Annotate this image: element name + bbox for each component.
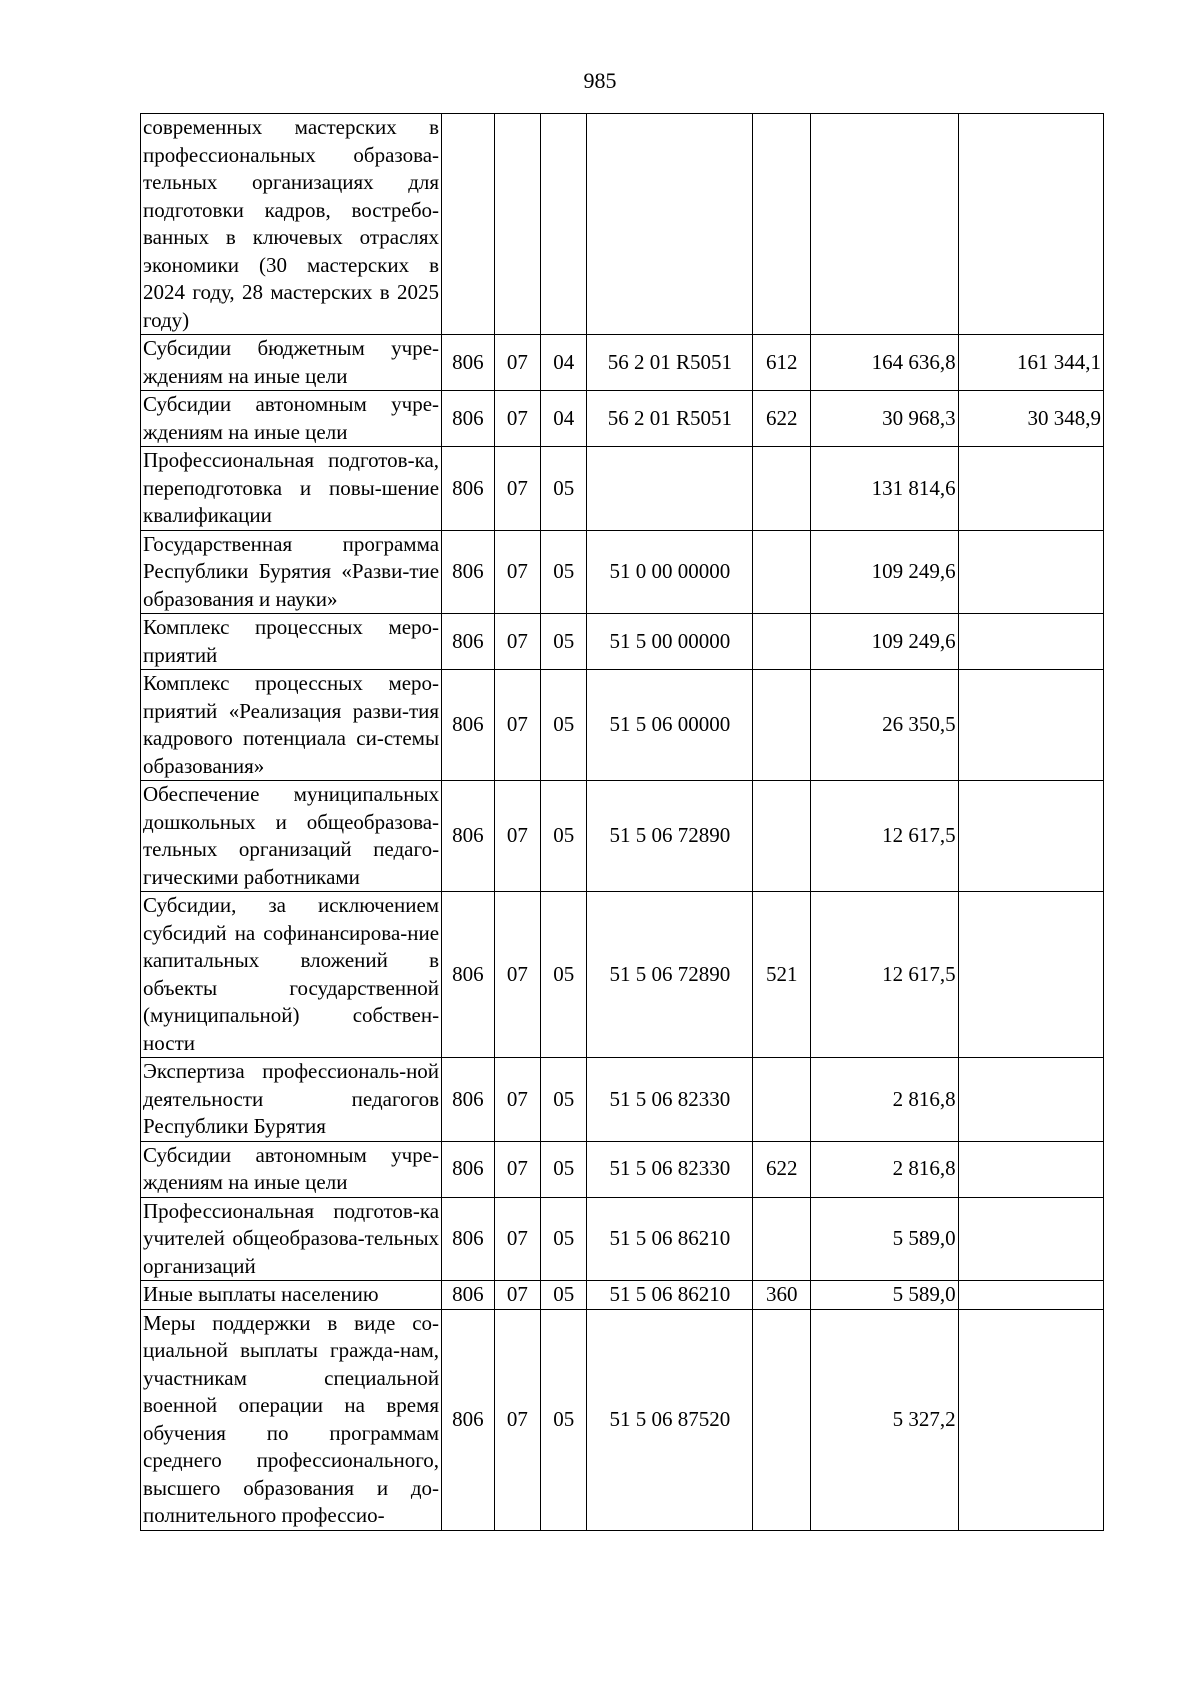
amount-year1-cell: 131 814,6 (811, 447, 958, 531)
subsection-code-cell: 05 (541, 670, 587, 781)
target-article-cell: 51 5 06 72890 (587, 892, 753, 1058)
expense-type-cell: 612 (753, 335, 811, 391)
section-code-cell: 07 (494, 781, 540, 892)
amount-year1-cell: 5 589,0 (811, 1281, 958, 1310)
ministry-code-cell: 806 (442, 614, 495, 670)
expense-type-cell: 622 (753, 1141, 811, 1197)
ministry-code-cell: 806 (442, 391, 495, 447)
item-name-cell: Обеспечение муниципальных дошкольных и общеобразова-тельных организаций педаго-гическими работниками (141, 781, 442, 892)
amount-year2-cell (958, 1197, 1103, 1281)
table-row (141, 1281, 1104, 1310)
amount-year1-cell: 30 968,3 (811, 391, 958, 447)
ministry-code-cell: 806 (442, 1309, 495, 1530)
amount-year1-cell: 12 617,5 (811, 781, 958, 892)
table-row (141, 892, 1104, 1058)
section-code-cell: 07 (494, 391, 540, 447)
table-row (141, 530, 1104, 614)
amount-year1-cell: 5 327,2 (811, 1309, 958, 1530)
item-name-cell: Экспертиза профессиональ-ной деятельности педагогов Республики Бурятия (141, 1058, 442, 1142)
amount-year2-cell (958, 1058, 1103, 1142)
table-row (141, 670, 1104, 781)
table-row (141, 781, 1104, 892)
expense-type-cell (753, 614, 811, 670)
ministry-code-cell: 806 (442, 1281, 495, 1310)
item-name-cell: Субсидии автономным учре-ждениям на иные цели (141, 391, 442, 447)
amount-year1-cell: 2 816,8 (811, 1058, 958, 1142)
expense-type-cell (753, 670, 811, 781)
amount-year1-cell: 12 617,5 (811, 892, 958, 1058)
amount-year2-cell (958, 114, 1103, 335)
amount-year1-cell: 5 589,0 (811, 1197, 958, 1281)
item-name-cell: Субсидии бюджетным учре-ждениям на иные цели (141, 335, 442, 391)
expense-type-cell (753, 1197, 811, 1281)
ministry-code-cell: 806 (442, 670, 495, 781)
table-row (141, 1058, 1104, 1142)
subsection-code-cell: 05 (541, 447, 587, 531)
table-row (141, 1309, 1104, 1530)
target-article-cell: 56 2 01 R5051 (587, 335, 753, 391)
section-code-cell: 07 (494, 1309, 540, 1530)
amount-year2-cell (958, 892, 1103, 1058)
target-article-cell (587, 447, 753, 531)
target-article-cell: 51 5 06 86210 (587, 1197, 753, 1281)
section-code-cell: 07 (494, 335, 540, 391)
section-code-cell (494, 114, 540, 335)
item-name-cell: Субсидии, за исключением субсидий на софинансирова-ние капитальных вложений в объекты государственной (муниципальной) собствен-ности (141, 892, 442, 1058)
section-code-cell: 07 (494, 447, 540, 531)
target-article-cell: 51 0 00 00000 (587, 530, 753, 614)
item-name-cell: Комплекс процессных меро-приятий «Реализация разви-тия кадрового потенциала си-стемы образования» (141, 670, 442, 781)
subsection-code-cell: 05 (541, 1309, 587, 1530)
amount-year2-cell (958, 530, 1103, 614)
subsection-code-cell (541, 114, 587, 335)
item-name-cell: Субсидии автономным учре-ждениям на иные цели (141, 1141, 442, 1197)
ministry-code-cell: 806 (442, 530, 495, 614)
ministry-code-cell: 806 (442, 335, 495, 391)
item-name-cell: Меры поддержки в виде со-циальной выплаты гражда-нам, участникам специальной военной операции на время обучения по программам среднего профессионального, высшего образования и до-полнительного профессио- (141, 1309, 442, 1530)
subsection-code-cell: 05 (541, 1141, 587, 1197)
ministry-code-cell: 806 (442, 781, 495, 892)
table-row (141, 1141, 1104, 1197)
subsection-code-cell: 05 (541, 614, 587, 670)
ministry-code-cell: 806 (442, 1058, 495, 1142)
amount-year1-cell: 26 350,5 (811, 670, 958, 781)
target-article-cell: 51 5 06 82330 (587, 1058, 753, 1142)
expense-type-cell (753, 781, 811, 892)
table-row (141, 614, 1104, 670)
subsection-code-cell: 05 (541, 892, 587, 1058)
ministry-code-cell: 806 (442, 1197, 495, 1281)
page-number: 985 (583, 68, 617, 93)
expense-type-cell (753, 1058, 811, 1142)
target-article-cell: 51 5 06 86210 (587, 1281, 753, 1310)
item-name-cell: Профессиональная подготов-ка, переподготовка и повы-шение квалификации (141, 447, 442, 531)
subsection-code-cell: 05 (541, 1197, 587, 1281)
ministry-code-cell: 806 (442, 892, 495, 1058)
subsection-code-cell: 04 (541, 335, 587, 391)
section-code-cell: 07 (494, 530, 540, 614)
subsection-code-cell: 04 (541, 391, 587, 447)
item-name-cell: Профессиональная подготов-ка учителей общеобразова-тельных организаций (141, 1197, 442, 1281)
target-article-cell: 51 5 06 87520 (587, 1309, 753, 1530)
section-code-cell: 07 (494, 892, 540, 1058)
table-row (141, 447, 1104, 531)
target-article-cell: 51 5 06 82330 (587, 1141, 753, 1197)
target-article-cell: 51 5 06 72890 (587, 781, 753, 892)
amount-year2-cell (958, 1141, 1103, 1197)
amount-year2-cell (958, 614, 1103, 670)
target-article-cell (587, 114, 753, 335)
amount-year2-cell (958, 1309, 1103, 1530)
table-row (141, 391, 1104, 447)
expense-type-cell (753, 530, 811, 614)
amount-year2-cell (958, 781, 1103, 892)
amount-year1-cell: 109 249,6 (811, 530, 958, 614)
expense-type-cell (753, 1309, 811, 1530)
expense-type-cell: 521 (753, 892, 811, 1058)
amount-year1-cell: 109 249,6 (811, 614, 958, 670)
expense-type-cell (753, 114, 811, 335)
amount-year2-cell: 30 348,9 (958, 391, 1103, 447)
amount-year2-cell: 161 344,1 (958, 335, 1103, 391)
table-row (141, 1197, 1104, 1281)
target-article-cell: 51 5 06 00000 (587, 670, 753, 781)
amount-year2-cell (958, 670, 1103, 781)
section-code-cell: 07 (494, 670, 540, 781)
expense-type-cell: 622 (753, 391, 811, 447)
subsection-code-cell: 05 (541, 781, 587, 892)
expense-type-cell (753, 447, 811, 531)
subsection-code-cell: 05 (541, 1058, 587, 1142)
amount-year2-cell (958, 1281, 1103, 1310)
item-name-cell: Иные выплаты населению (141, 1281, 442, 1310)
section-code-cell: 07 (494, 1058, 540, 1142)
item-name-cell: Государственная программа Республики Бурятия «Разви-тие образования и науки» (141, 530, 442, 614)
amount-year2-cell (958, 447, 1103, 531)
subsection-code-cell: 05 (541, 1281, 587, 1310)
section-code-cell: 07 (494, 614, 540, 670)
table-row (141, 335, 1104, 391)
table-row (141, 114, 1104, 335)
subsection-code-cell: 05 (541, 530, 587, 614)
amount-year1-cell: 164 636,8 (811, 335, 958, 391)
section-code-cell: 07 (494, 1141, 540, 1197)
section-code-cell: 07 (494, 1281, 540, 1310)
section-code-cell: 07 (494, 1197, 540, 1281)
item-name-cell: Комплекс процессных меро-приятий (141, 614, 442, 670)
target-article-cell: 56 2 01 R5051 (587, 391, 753, 447)
item-name-cell: современных мастерских в профессиональных образова-тельных организациях для подготовки кадров, востребо-ванных в ключевых отраслях экономики (30 мастерских в 2024 году, 28 мастерских в 2025 году) (141, 114, 442, 335)
budget-table (140, 113, 1104, 1531)
amount-year1-cell (811, 114, 958, 335)
ministry-code-cell (442, 114, 495, 335)
target-article-cell: 51 5 00 00000 (587, 614, 753, 670)
amount-year1-cell: 2 816,8 (811, 1141, 958, 1197)
ministry-code-cell: 806 (442, 1141, 495, 1197)
ministry-code-cell: 806 (442, 447, 495, 531)
expense-type-cell: 360 (753, 1281, 811, 1310)
